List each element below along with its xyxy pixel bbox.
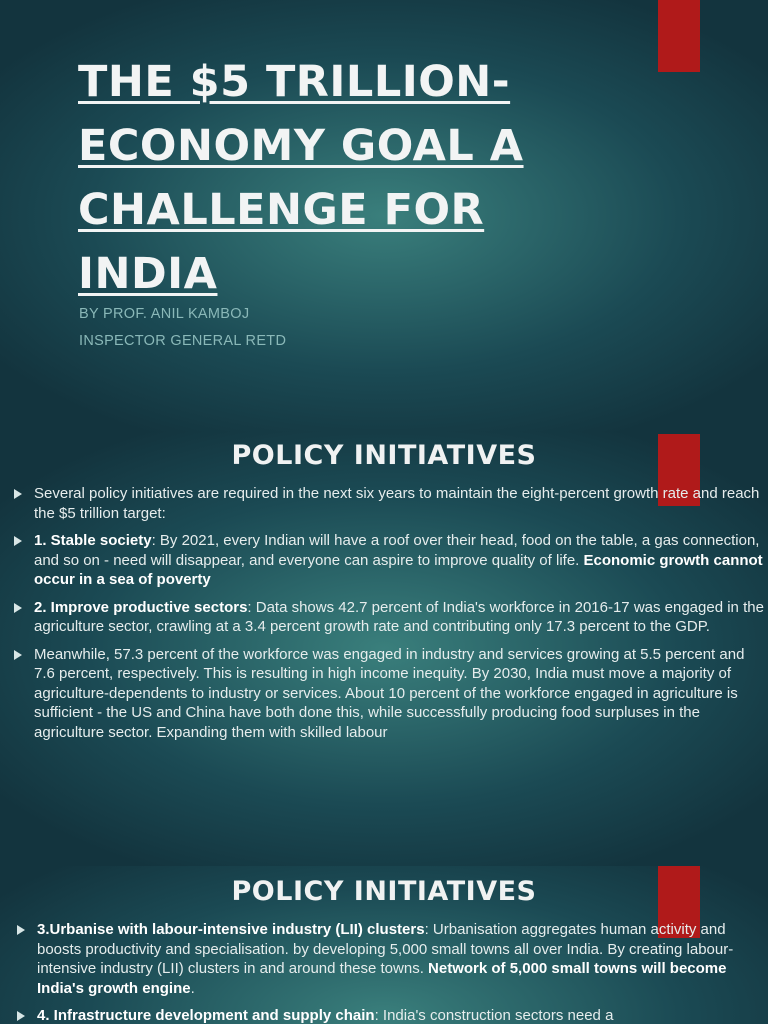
slide-heading: POLICY INITIATIVES <box>231 440 537 471</box>
triangle-bullet-icon <box>14 489 22 499</box>
triangle-bullet-icon <box>14 536 22 546</box>
bullet-lead: 1. Stable society <box>34 532 152 549</box>
bullet-lead: 3.Urbanise with labour-intensive industry (LII) clusters <box>37 921 425 938</box>
red-accent-tab <box>658 0 700 72</box>
bullet-emphasis: Network of 5,000 small towns will become India's growth engine <box>37 960 727 997</box>
bullet-text: Meanwhile, 57.3 percent of the workforce was engaged in industry and services growing at 5.5 percent and 7.6 percent, respectively. This is resulting in high income inequity. By 2030, India must move a majority of agriculture-dependents to industry or services. About 10 percent of the workforce engaged in agriculture is sufficient - the US and China have both done this, while successfully producing food surpluses in the agriculture sector. Expanding them with skilled labour <box>34 645 745 741</box>
policy-initiatives-slide-2 <box>0 866 768 1024</box>
bullet-item <box>17 920 767 998</box>
bullet-tail: . <box>190 979 195 997</box>
bullet-lead: 4. Infrastructure development and supply chain <box>37 1007 375 1024</box>
triangle-bullet-icon <box>17 925 25 935</box>
bullet-list <box>17 920 767 1024</box>
triangle-bullet-icon <box>14 650 22 660</box>
author-byline: BY PROF. ANIL KAMBOJ <box>79 306 250 322</box>
bullet-text: : Data shows 42.7 percent of India's workforce in 2016-17 was engaged in the agriculture sector, crawling at a 3.4 percent growth rate and contributing only 17.3 percent to the GDP. <box>34 598 764 635</box>
bullet-item <box>14 531 766 590</box>
bullet-text: : Urbanisation aggregates human activity and boosts productivity and specialisation. by developing 5,000 small towns all over India. By creating labour-intensive industry (LII) clusters in and around these towns. <box>37 921 734 977</box>
title-slide <box>0 0 768 432</box>
bullet-lead: 2. Improve productive sectors <box>34 598 248 616</box>
bullet-item <box>14 645 766 743</box>
bullet-emphasis: Economic growth cannot occur in a sea of poverty <box>34 551 763 588</box>
bullet-item <box>17 1006 767 1024</box>
bullet-text: Several policy initiatives are required in the next six years to maintain the eight-percent growth rate and reach the $5 trillion target: <box>34 485 760 522</box>
triangle-bullet-icon <box>17 1011 25 1021</box>
policy-initiatives-slide-1 <box>0 432 768 866</box>
bullet-text: : India's construction sectors need a <box>374 1007 614 1024</box>
presentation-title: THE $5 TRILLION-ECONOMY GOAL A CHALLENGE FOR INDIA <box>78 57 524 299</box>
bullet-list <box>14 484 766 750</box>
author-designation: INSPECTOR GENERAL RETD <box>79 333 287 349</box>
bullet-text: : By 2021, every Indian will have a roof over their head, food on the table, a gas connection, and so on - need will disappear, and everyone can aspire to improve quality of life. <box>34 532 760 569</box>
bullet-item <box>14 598 766 637</box>
triangle-bullet-icon <box>14 603 22 613</box>
slide-heading: POLICY INITIATIVES <box>231 876 537 907</box>
bullet-item <box>14 484 766 523</box>
